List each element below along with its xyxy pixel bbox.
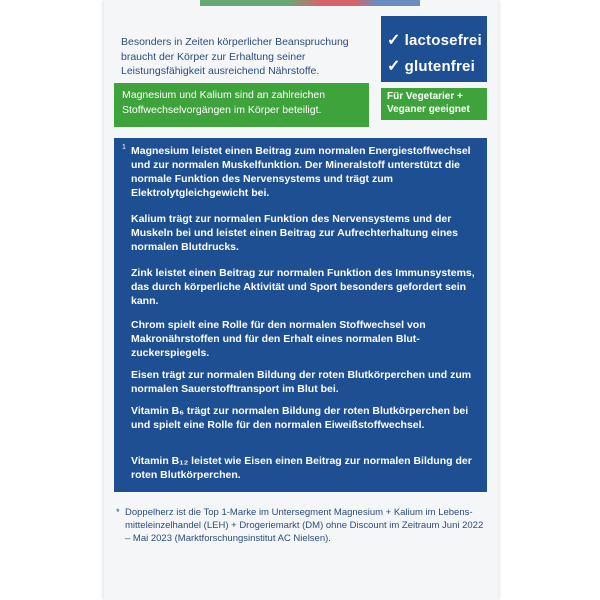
intro-text: Besonders in Zeiten körperlicher Beanspruchung braucht der Körper zur Erhaltung seiner Leistungsfähigkeit ausreichend Nährstoffe. (121, 36, 349, 77)
vegan-badge: Für Vegetarier + Veganer geeignet (381, 88, 487, 120)
health-claims-panel (114, 138, 487, 492)
lactose-free-label: ✓ lactosefrei (387, 32, 482, 49)
free-from-badge (381, 16, 487, 82)
gluten-free-label: ✓ glutenfrei (387, 58, 475, 75)
checkmark-icon: ✓ (387, 58, 401, 75)
claim-vitamin-b12: Vitamin B₁₂ leistet wie Eisen einen Beitrag zur normalen Bildung der roten Blutkörperchen. (131, 455, 472, 481)
footnote-asterisk: * (116, 507, 120, 518)
checkmark-icon: ✓ (387, 32, 401, 49)
mineral-note: Magnesium und Kalium sind an zahlreichen Stoffwechselvorgängen im Körper beteiligt. (114, 83, 369, 127)
footnote-text: Doppelherz ist die Top 1-Marke im Untersegment Magnesium + Kalium im Lebensmitteleinzelhandel (LEH) + Drogeriemarkt (DM) ohne Discount im Zeitraum Juni 2022 – Mai 2023 (Marktforschungsinstitut AC Nielsen). (125, 507, 484, 544)
footnote-marker: 1 (122, 144, 126, 151)
claim-iron: Eisen trägt zur normalen Bildung der roten Blutkörperchen und zum normalen Sauerstofftransport im Blut bei. (131, 369, 472, 395)
claim-zinc: Zink leistet einen Beitrag zur normalen Funktion des Immunsystems, das durch körperliche Aktivität und Sport besonders gefordert sein kann. (131, 267, 475, 307)
top-logo-strip (200, 0, 420, 6)
claim-vitamin-b6: Vitamin B₆ trägt zur normalen Bildung der roten Blutkörperchen bei und spielt eine Rolle für den normalen Eiweißstoffwechsel. (131, 405, 469, 431)
claim-chromium: Chrom spielt eine Rolle für den normalen Stoffwechsel von Makronährstoffen und für den Erhalt eines normalen Blutzuckerspiegels. (131, 319, 426, 359)
claim-magnesium: Magnesium leistet einen Beitrag zum normalen Energiestoffwechsel und zur normalen Muskelfunktion. Der Mineralstoff unterstützt die normale Funktion des Nervensystems und trägt zum Elektrolytgleichgewicht bei. (131, 145, 471, 199)
claim-potassium: Kalium trägt zur normalen Funktion des Nervensystems und der Muskeln bei und leistet einen Beitrag zur Aufrechterhaltung eines normalen Blutdrucks. (131, 213, 458, 253)
